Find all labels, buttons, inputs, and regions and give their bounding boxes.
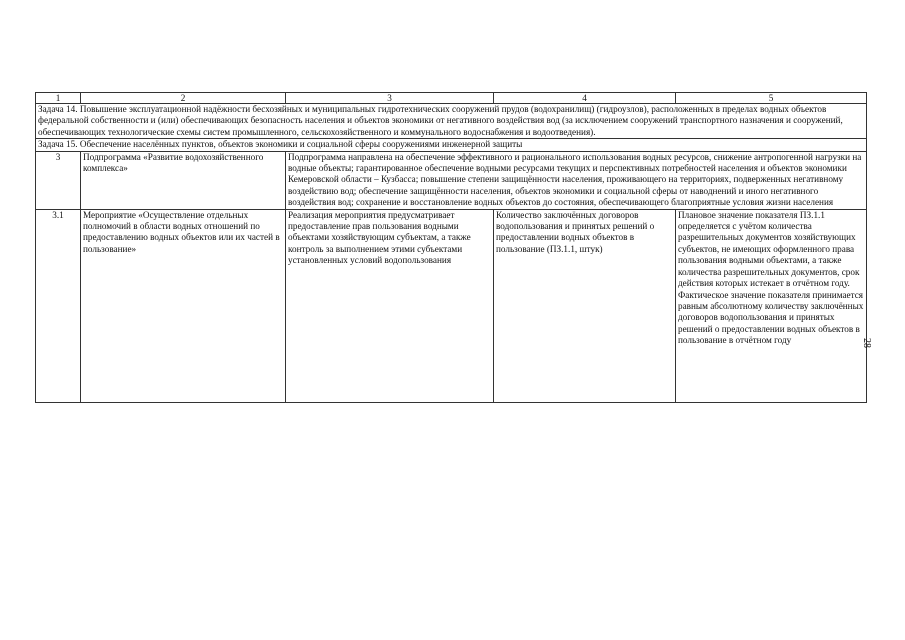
header-cell: 2 <box>81 93 286 104</box>
header-cell: 3 <box>286 93 494 104</box>
indicators-table <box>35 92 867 403</box>
subprogram-description: Подпрограмма направлена на обеспечение эффективного и рационального использования водных ресурсов, снижение антропогенной нагрузки на водные объекты; гарантированное обеспечение водными ресурсами текущих и перспективных потребностей населения и объектов экономики Кемеровской области – Кузбасса; повышение степени защищённости населения, проживающего на территориях, подверженных негативному воздействию вод; обеспечение защищённости населения, объектов экономики и социальной сферы от наводнений и иного негативного воздействия вод; сохранение и восстановление водных объектов до состояния, обеспечивающего благоприятные условия жизни населения <box>286 151 867 209</box>
task-15-row <box>36 139 867 151</box>
table-header-row <box>36 93 867 104</box>
page-number: 28 <box>861 338 872 348</box>
header-cell: 1 <box>36 93 81 104</box>
subprogram-row <box>36 151 867 209</box>
task-14-text: Задача 14. Повышение эксплуатационной надёжности бесхозяйных и муниципальных гидротехнических сооружений прудов (водохранилищ) (гидроузлов), расположенных в пределах водных объектов федеральной собственности и (или) обеспечивающих безопасность населения и объектов экономики от негативного воздействия вод (за исключением сооружений транспортного назначения и сооружений, обеспечивающих технологические схемы систем промышленного, сельскохозяйственного и коммунального водоснабжения и водоотведения). <box>36 104 867 139</box>
activity-name: Мероприятие «Осуществление отдельных полномочий в области водных отношений по предоставлению водных объектов или их частей в пользование» <box>81 209 286 402</box>
calc-plan-text: Плановое значение показателя ПЗ.1.1 определяется с учётом количества разрешительных документов хозяйствующих субъектов, не имеющих оформленного права пользования водными объектами, а также количества разрешительных документов, срок действия которых истекает в отчётном году. <box>678 209 860 289</box>
row-number: 3 <box>36 151 81 209</box>
subprogram-name: Подпрограмма «Развитие водохозяйственного комплекса» <box>81 151 286 209</box>
calculation-method <box>676 209 867 402</box>
header-cell: 4 <box>494 93 676 104</box>
task-14-row <box>36 104 867 139</box>
activity-row <box>36 209 867 402</box>
indicator-name: Количество заключённых договоров водопользования и принятых решений о предоставлении водных объектов в пользование (ПЗ.1.1, штук) <box>494 209 676 402</box>
calc-fact-text: Фактическое значение показателя принимается равным абсолютному количеству заключённых договоров водопользования и принятых решений о предоставлении водных объектов в пользование в отчётном году <box>678 289 864 346</box>
row-number: 3.1 <box>36 209 81 402</box>
header-cell: 5 <box>676 93 867 104</box>
task-15-text: Задача 15. Обеспечение населённых пунктов, объектов экономики и социальной сферы сооружениями инженерной защиты <box>36 139 867 151</box>
activity-description: Реализация мероприятия предусматривает предоставление прав пользования водными объектами хозяйствующим субъектам, а также контроль за выполнением этими субъектами установленных условий водопользования <box>286 209 494 402</box>
